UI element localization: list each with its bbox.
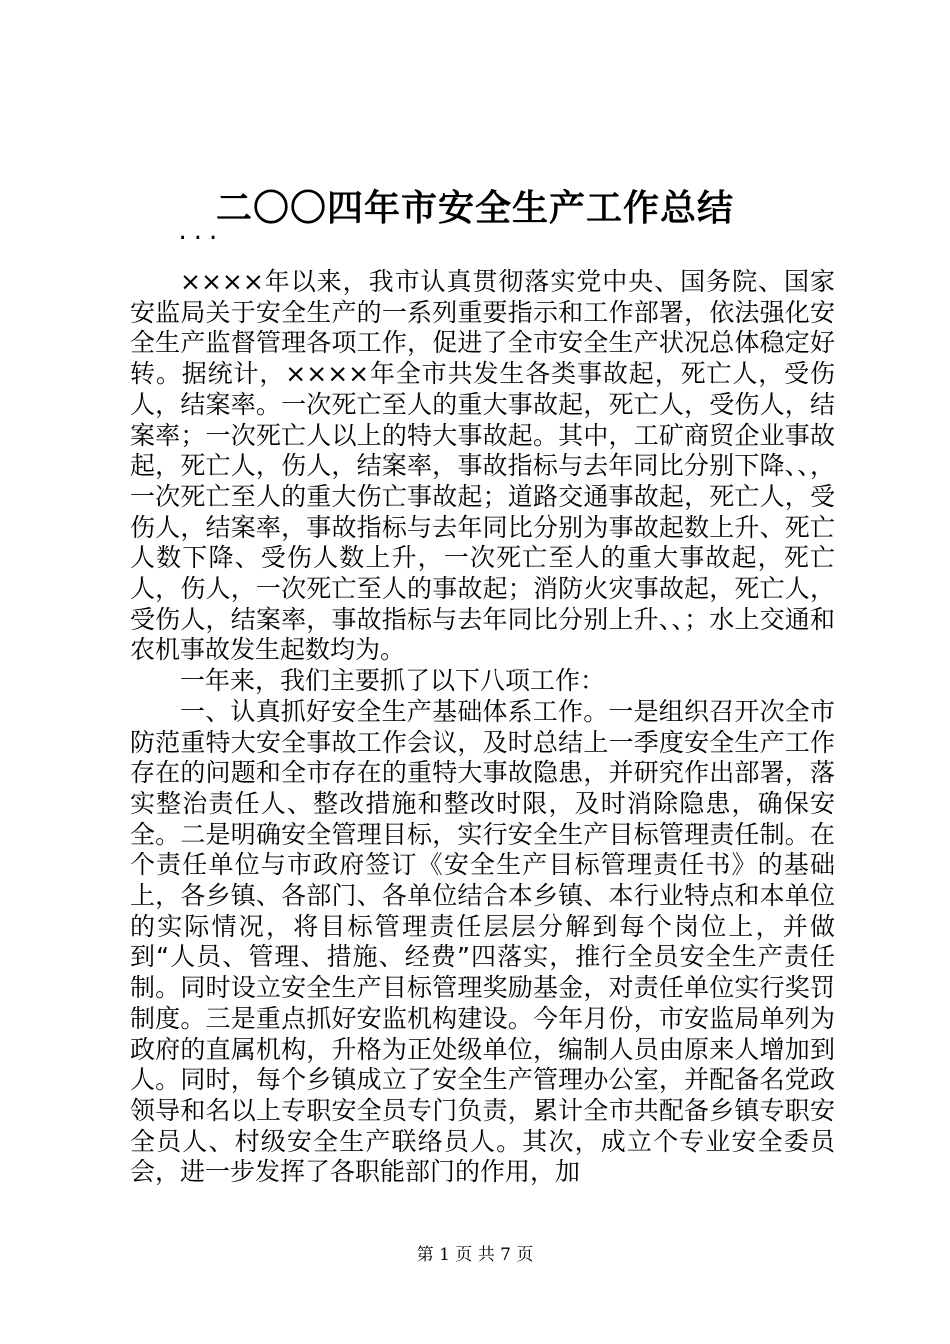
- paragraph-intro: 一年来，我们主要抓了以下八项工作：: [180, 666, 606, 696]
- ellipsis-marker: ...: [176, 220, 222, 245]
- document-body: [130, 267, 835, 1188]
- paragraph-item-one: 一、认真抓好安全生产基础体系工作。一是组织召开次全市防范重特大安全事故工作会议，及时总结上一季度安全生产工作存在的问题和全市存在的重特大事故隐患，并研究作出部署，落实整治责任人、整改措施和整改时限，及时消除隐患，确保安全。二是明确安全管理目标，实行安全生产目标管理责任制。在个责任单位与市政府签订《安全生产目标管理责任书》的基础上，各乡镇、各部门、各单位结合本乡镇、本行业特点和本单位的实际情况，将目标管理责任层层分解到每个岗位上，并做到“人员、管理、措施、经费”四落实，推行全员安全生产责任制。同时设立安全生产目标管理奖励基金，对责任单位实行奖罚制度。三是重点抓好安监机构建设。今年月份，市安监局单列为政府的直属机构，升格为正处级单位，编制人员由原来人增加到人。同时，每个乡镇成立了安全生产管理办公室，并配备名党政领导和名以上专职安全员专门负责，累计全市共配备乡镇专职安全员人、村级安全生产联络员人。其次，成立个专业安全委员会，进一步发挥了各职能部门的作用，加: [130, 696, 835, 1187]
- document-title: 二〇〇四年市安全生产工作总结: [215, 188, 734, 229]
- paragraph-summary: ××××年以来，我市认真贯彻落实党中央、国务院、国家安监局关于安全生产的一系列重要指示和工作部署，依法强化安全生产监督管理各项工作，促进了全市安全生产状况总体稳定好转。据统计，××××年全市共发生各类事故起，死亡人，受伤人，结案率。一次死亡至人的重大事故起，死亡人，受伤人，结案率；一次死亡人以上的特大事故起。其中，工矿商贸企业事故起，死亡人，伤人，结案率，事故指标与去年同比分别下降、、，一次死亡至人的重大伤亡事故起；道路交通事故起，死亡人，受伤人，结案率，事故指标与去年同比分别为事故起数上升、死亡人数下降、受伤人数上升，一次死亡至人的重大事故起，死亡人，伤人，一次死亡至人的事故起；消防火灾事故起，死亡人，受伤人，结案率，事故指标与去年同比分别上升、、；水上交通和农机事故发生起数均为。: [130, 267, 835, 665]
- page-number-footer: 第 1 页 共 7 页: [416, 1245, 534, 1265]
